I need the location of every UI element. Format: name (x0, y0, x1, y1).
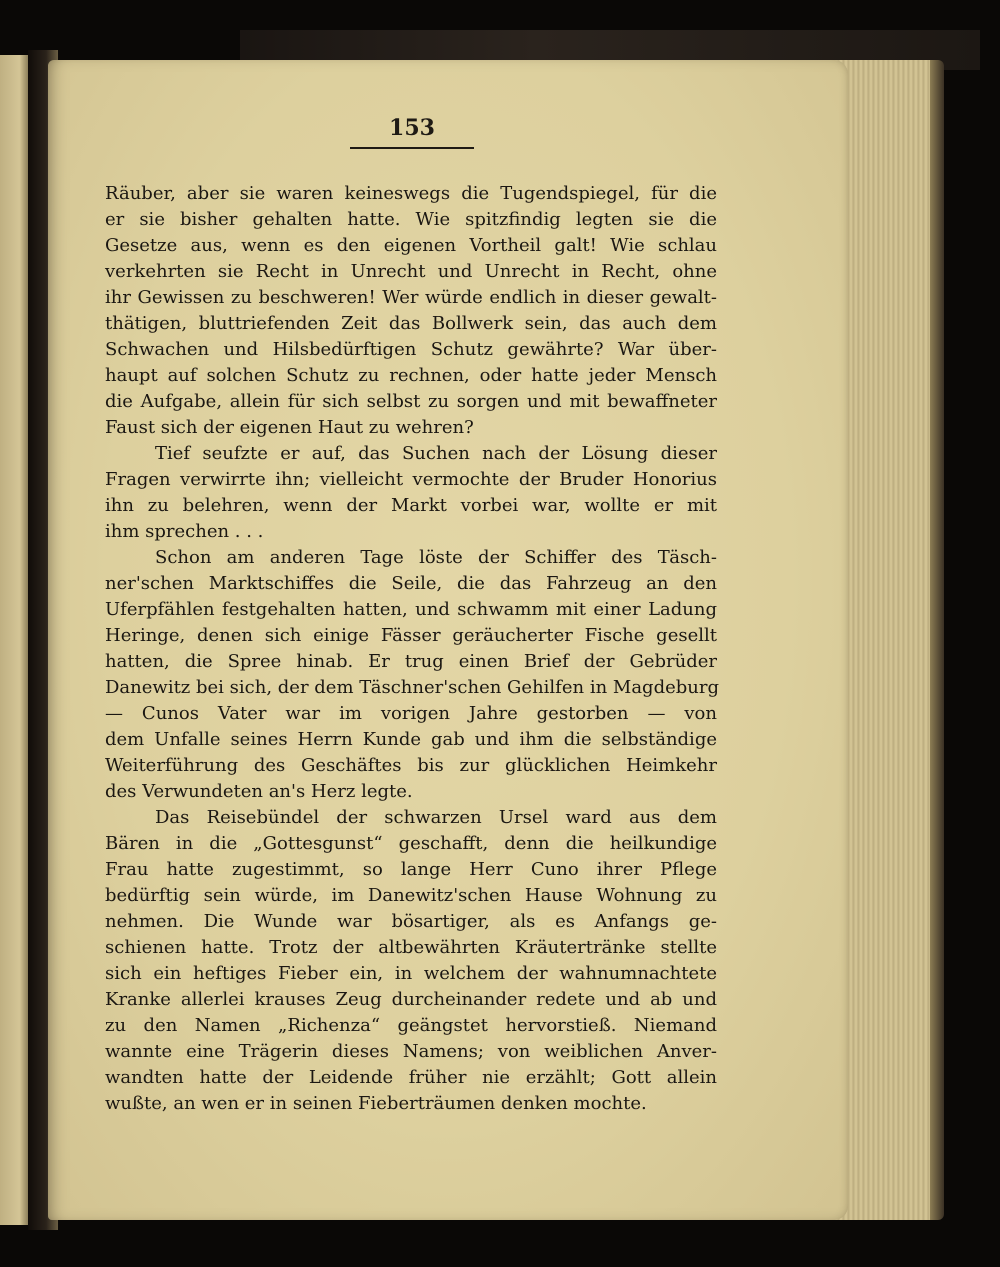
text-line: Faust sich der eigenen Haut zu wehren? (105, 417, 474, 438)
text-line: Heringe, denen sich einige Fässer geräucherter Fische gesellt (105, 625, 717, 646)
text-line: dem Unfalle seines Herrn Kunde gab und ihm die selbständige (105, 729, 717, 750)
text-line: Weiterführung des Geschäftes bis zur glücklichen Heimkehr (105, 755, 717, 776)
text-line: die Aufgabe, allein für sich selbst zu sorgen und mit bewaffneter (105, 391, 717, 412)
text-line: verkehrten sie Recht in Unrecht und Unrecht in Recht, ohne (105, 261, 717, 282)
text-line: wannte eine Trägerin dieses Namens; von weiblichen Anver- (105, 1041, 717, 1062)
text-line: Danewitz bei sich, der dem Täschner'schen Gehilfen in Magdeburg (105, 677, 719, 698)
text-line: er sie bisher gehalten hatte. Wie spitzfindig legten sie die (105, 209, 717, 230)
text-line: zu den Namen „Richenza“ geängstet hervorstieß. Niemand (105, 1015, 717, 1036)
text-line: ner'schen Marktschiffes die Seile, die das Fahrzeug an den (105, 573, 717, 594)
text-line: wußte, an wen er in seinen Fieberträumen denken mochte. (105, 1093, 647, 1114)
text-line: Das Reisebündel der schwarzen Ursel ward aus dem (155, 807, 717, 828)
book-back-cover (930, 60, 944, 1220)
text-line: Tief seufzte er auf, das Suchen nach der Lösung dieser (155, 443, 717, 464)
text-line: Räuber, aber sie waren keineswegs die Tugendspiegel, für die (105, 183, 717, 204)
text-line: Fragen verwirrte ihn; vielleicht vermochte der Bruder Honorius (105, 469, 717, 490)
text-line: schienen hatte. Trotz der altbewährten Kräutertränke stellte (105, 937, 717, 958)
text-line: Bären in die „Gottesgunst“ geschafft, denn die heilkundige (105, 833, 717, 854)
body-text (105, 181, 717, 1117)
text-line: Schon am anderen Tage löste der Schiffer des Täsch- (155, 547, 717, 568)
text-line: — Cunos Vater war im vorigen Jahre gestorben — von (105, 703, 717, 724)
text-line: ihm sprechen . . . (105, 521, 264, 542)
text-line: wandten hatte der Leidende früher nie erzählt; Gott allein (105, 1067, 717, 1088)
text-line: Kranke allerlei krauses Zeug durcheinander redete und ab und (105, 989, 717, 1010)
text-line: Uferpfählen festgehalten hatten, und schwamm mit einer Ladung (105, 599, 717, 620)
text-line: thätigen, bluttriefenden Zeit das Bollwerk sein, das auch dem (105, 313, 717, 334)
page-number: 153 (350, 115, 474, 149)
text-line: Frau hatte zugestimmt, so lange Herr Cuno ihrer Pflege (105, 859, 717, 880)
text-line: des Verwundeten an's Herz legte. (105, 781, 413, 802)
text-line: sich ein heftiges Fieber ein, in welchem der wahnumnachtete (105, 963, 717, 984)
text-line: ihn zu belehren, wenn der Markt vorbei war, wollte er mit (105, 495, 717, 516)
text-line: hatten, die Spree hinab. Er trug einen Brief der Gebrüder (105, 651, 717, 672)
left-page-edge (0, 55, 28, 1225)
text-line: nehmen. Die Wunde war bösartiger, als es Anfangs ge- (105, 911, 717, 932)
text-line: haupt auf solchen Schutz zu rechnen, oder hatte jeder Mensch (105, 365, 717, 386)
text-line: ihr Gewissen zu beschweren! Wer würde endlich in dieser gewalt- (105, 287, 717, 308)
text-line: bedürftig sein würde, im Danewitz'schen Hause Wohnung zu (105, 885, 717, 906)
text-line: Schwachen und Hilsbedürftigen Schutz gewährte? War über- (105, 339, 717, 360)
text-line: Gesetze aus, wenn es den eigenen Vortheil galt! Wie schlau (105, 235, 717, 256)
